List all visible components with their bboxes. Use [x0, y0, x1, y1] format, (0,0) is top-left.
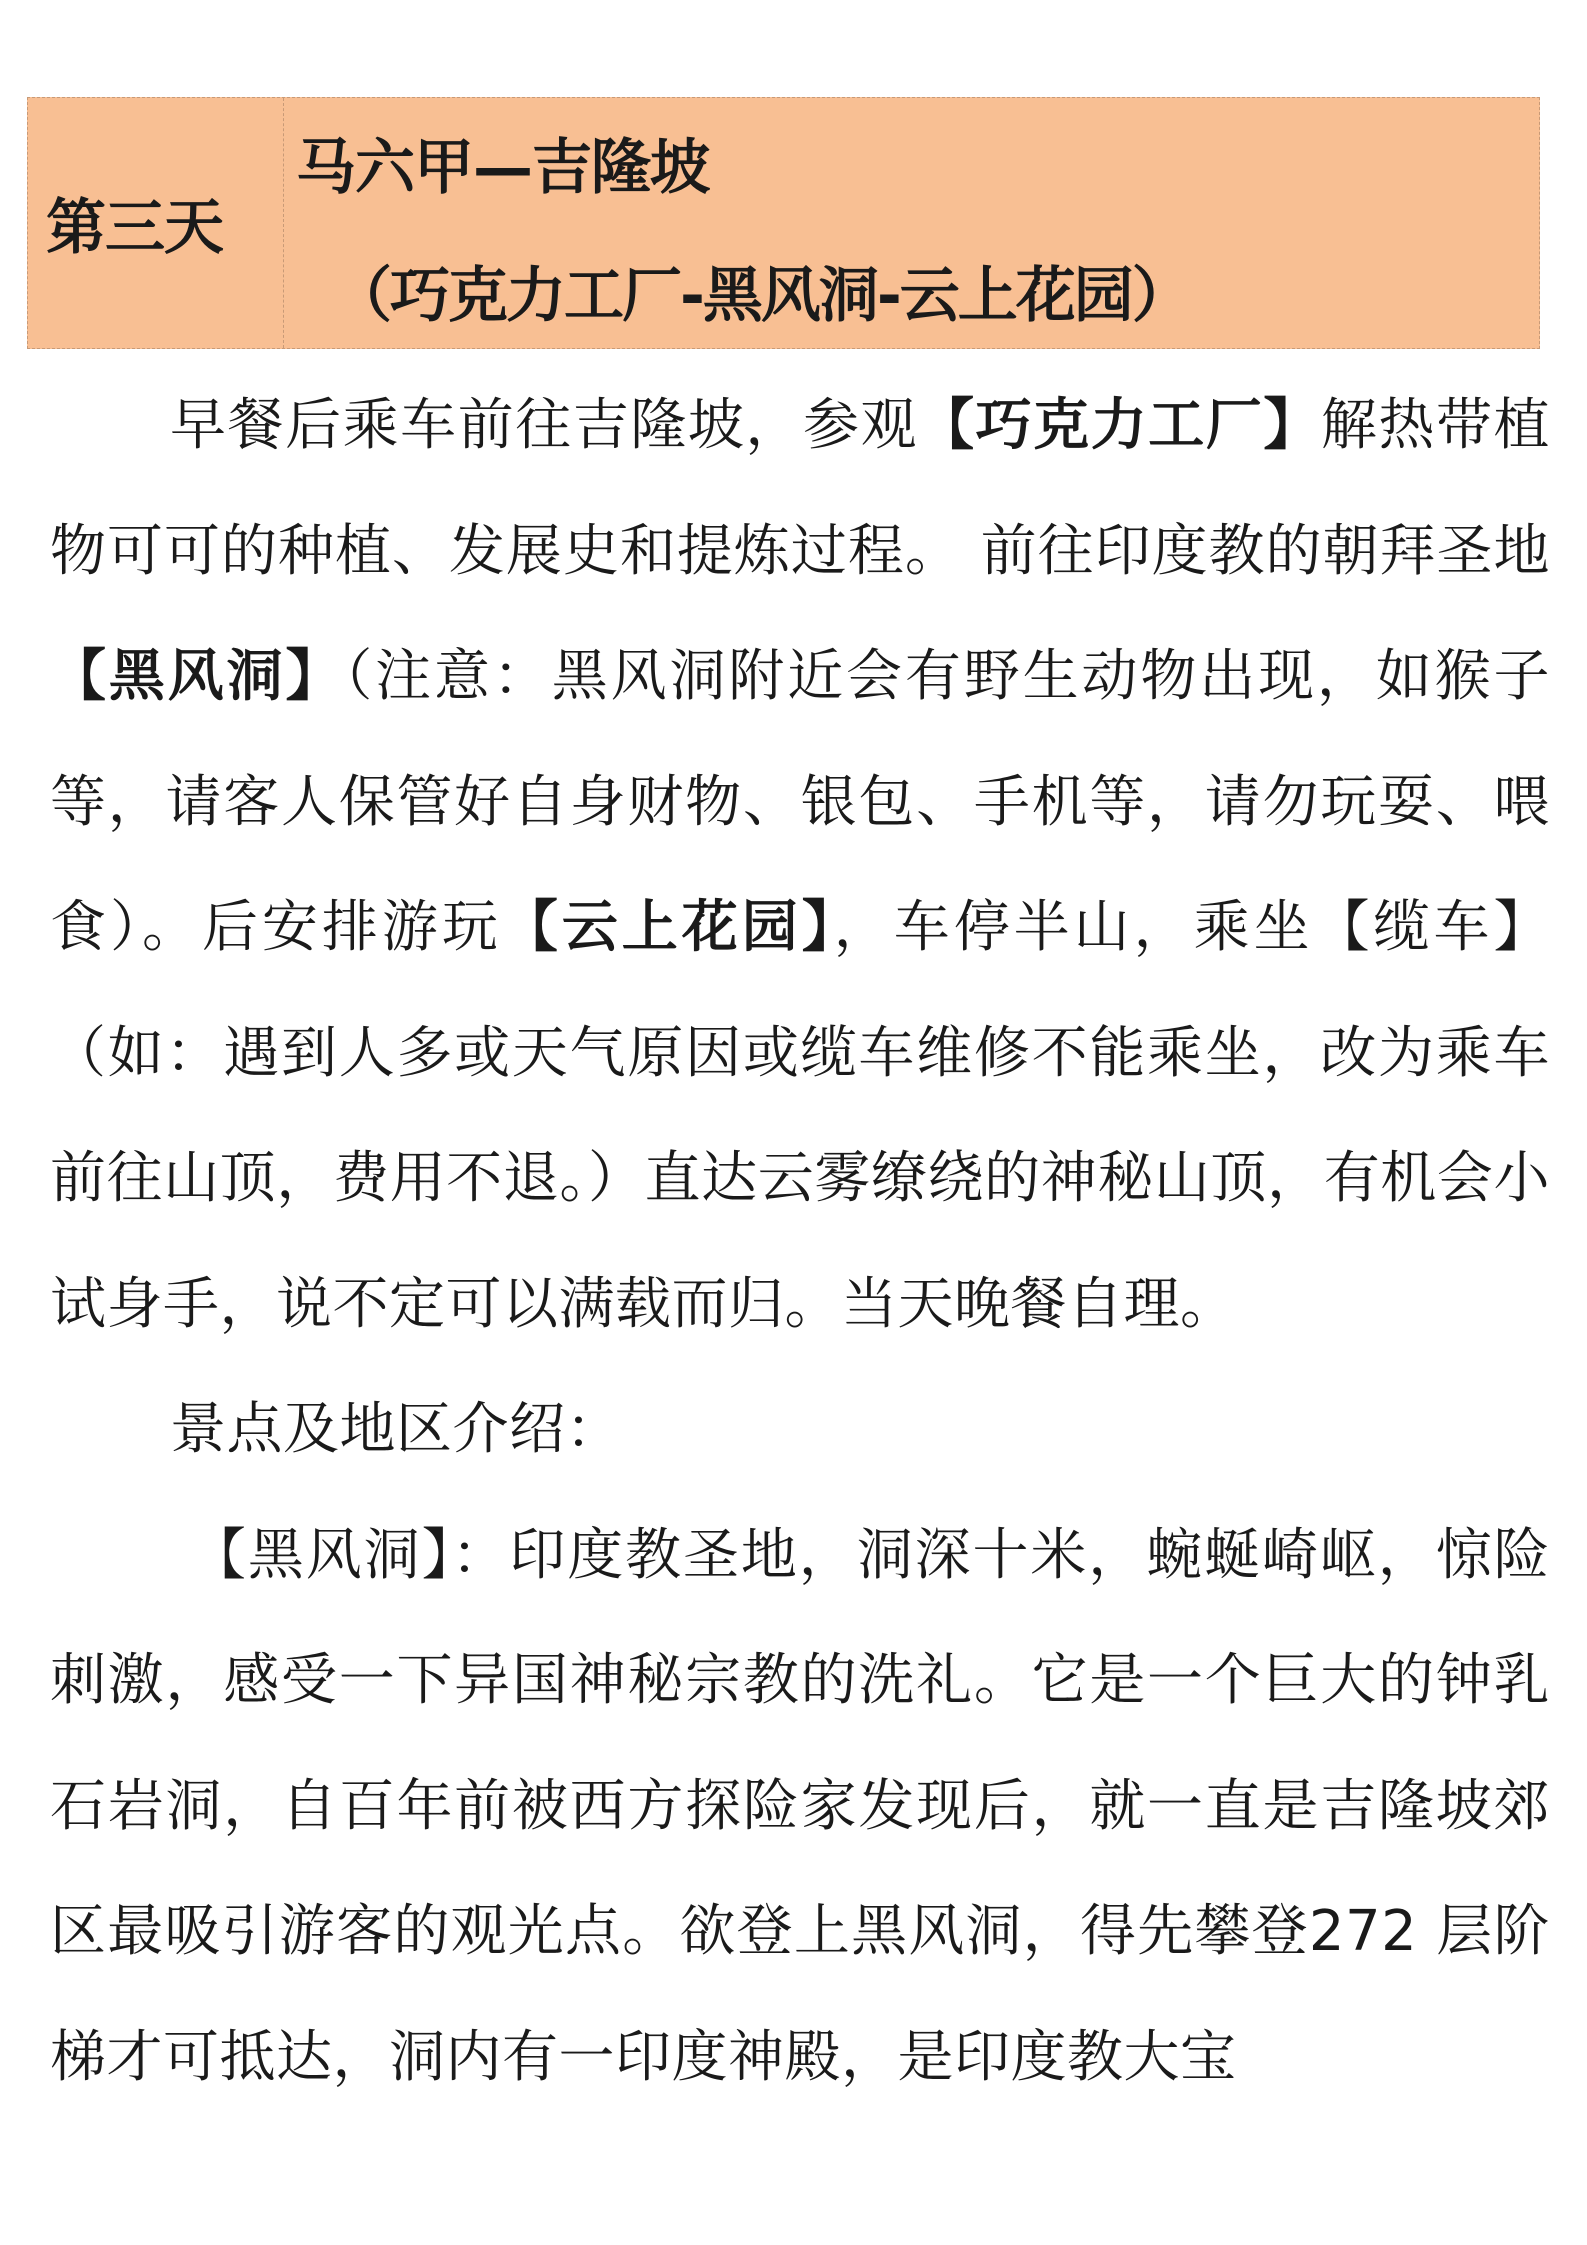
route-cell	[284, 98, 1539, 348]
day-header-table	[27, 97, 1540, 349]
batu-caves-intro-paragraph: 【黑风洞】：印度教圣地，洞深十米，蜿蜒崎岖，惊险刺激，感受一下异国神秘宗教的洗礼。它是一个巨大的钟乳石岩洞，自百年前被西方探险家发现后，就一直是吉隆坡郊区最吸引游客的观光点。欲登上黑风洞，得先攀登272 层阶梯才可抵达，洞内有一印度神殿，是印度教大宝	[50, 1522, 1550, 2090]
route-title: 马六甲—吉隆坡	[296, 133, 709, 203]
itinerary-paragraph	[50, 363, 1550, 1367]
itinerary-text-1: 早餐后乘车前往吉隆坡，参观	[170, 393, 919, 458]
chocolate-factory-highlight: 【巧克力工厂】	[918, 393, 1321, 458]
batu-caves-highlight: 【黑风洞】	[50, 644, 345, 709]
itinerary-text-4: ，车停半山，乘坐【缆车】（如：遇到人多或天气原因或缆车维修不能乘坐，改为乘车前往山顶，费用不退。）直达云雾缭绕的神秘山顶，有机会小试身手，说不定可以满载而归。当天晚餐自理。	[50, 895, 1551, 1337]
route-subtitle: （巧克力工厂-黑风洞-云上花园）	[332, 261, 1190, 331]
genting-highlight: 【云上花园】	[501, 895, 834, 960]
itinerary-text-3: （注意：黑风洞附近会有野生动物出现，如猴子等，请客人保管好自身财物、银包、手机等，请勿玩耍、喂食）。后安排游玩	[50, 644, 1551, 960]
document-body	[50, 363, 1550, 2120]
day-label-cell	[28, 98, 284, 348]
itinerary-text-2: 解热带植物可可的种植、发展史和提炼过程。 前往印度教的朝拜圣地	[50, 393, 1551, 584]
intro-heading: 景点及地区介绍：	[170, 1397, 622, 1462]
day-label: 第三天	[46, 193, 223, 263]
